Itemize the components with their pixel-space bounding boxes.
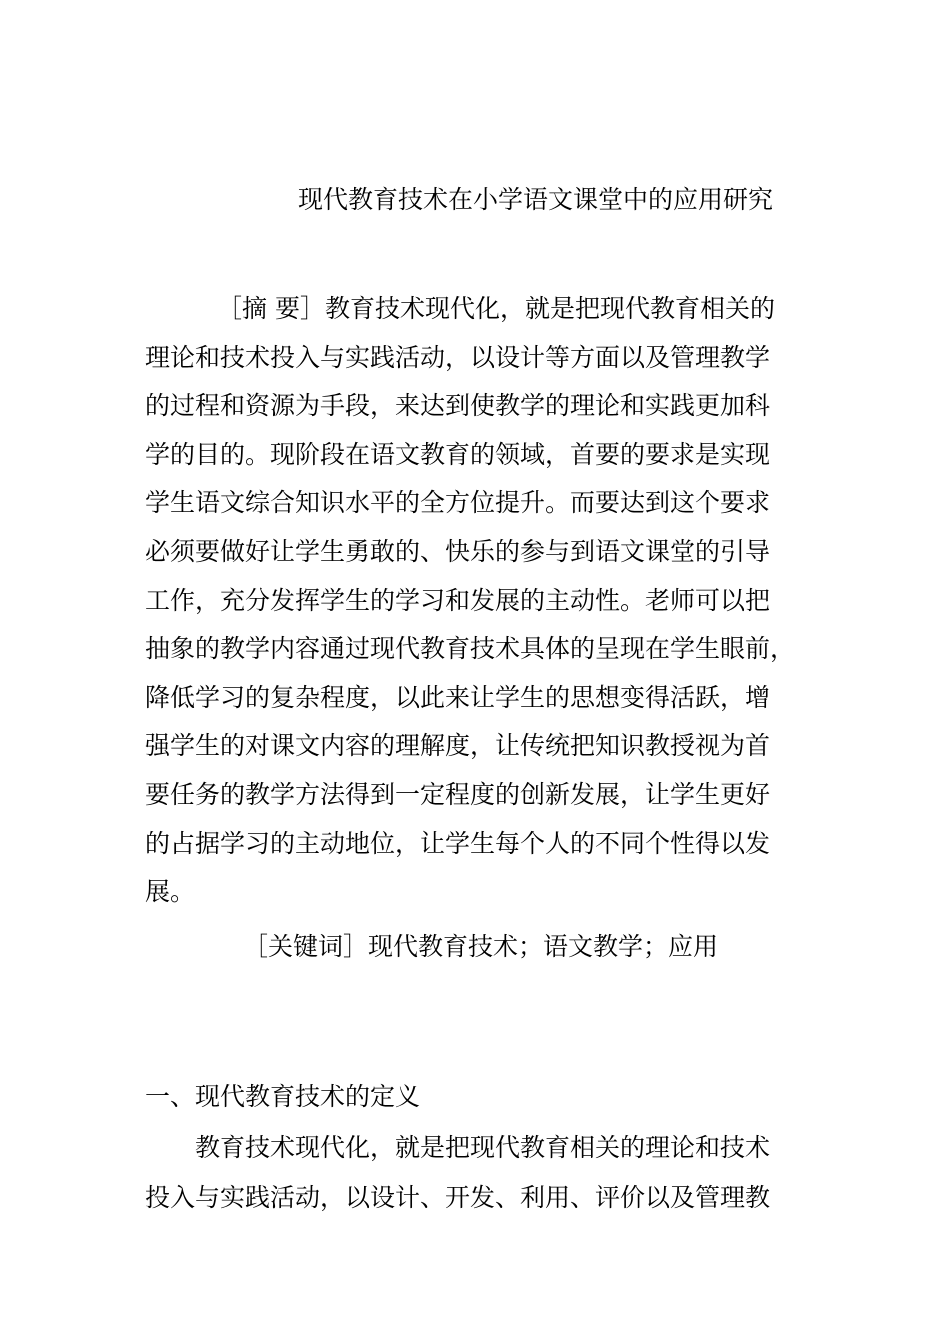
abstract-line: 必须要做好让学生勇敢的、快乐的参与到语文课堂的引导	[145, 536, 771, 566]
document-title: 现代教育技术在小学语文课堂中的应用研究	[298, 185, 774, 214]
abstract-line: 展。	[145, 877, 196, 907]
section-heading: 一、现代教育技术的定义	[145, 1082, 421, 1111]
abstract-line: 降低学习的复杂程度，以此来让学生的思想变得活跃，增	[145, 682, 771, 712]
abstract-line: 强学生的对课文内容的理解度，让传统把知识教授视为首	[145, 731, 771, 761]
section-line: 投入与实践活动，以设计、开发、利用、评价以及管理教	[145, 1183, 771, 1212]
abstract-line: ［摘 要］教育技术现代化，就是把现代教育相关的	[217, 294, 775, 323]
abstract-line: 的过程和资源为手段，来达到使教学的理论和实践更加科	[145, 391, 771, 421]
abstract-line: 学的目的。现阶段在语文教育的领域，首要的要求是实现	[145, 439, 771, 469]
abstract-line: 工作，充分发挥学生的学习和发展的主动性。老师可以把	[145, 585, 771, 615]
abstract-paragraph	[145, 285, 797, 917]
abstract-line: 理论和技术投入与实践活动，以设计等方面以及管理教学	[145, 342, 771, 372]
keywords-line: ［关键词］现代教育技术；语文教学；应用	[243, 932, 719, 961]
abstract-line: 要任务的教学方法得到一定程度的创新发展，让学生更好	[145, 779, 771, 809]
abstract-line: 学生语文综合知识水平的全方位提升。而要达到这个要求	[145, 488, 771, 518]
section-line: 教育技术现代化，就是把现代教育相关的理论和技术	[195, 1133, 771, 1162]
abstract-line: 抽象的教学内容通过现代教育技术具体的呈现在学生眼前，	[145, 634, 796, 664]
abstract-line: 的占据学习的主动地位，让学生每个人的不同个性得以发	[145, 828, 771, 858]
section-paragraph	[145, 1123, 805, 1223]
